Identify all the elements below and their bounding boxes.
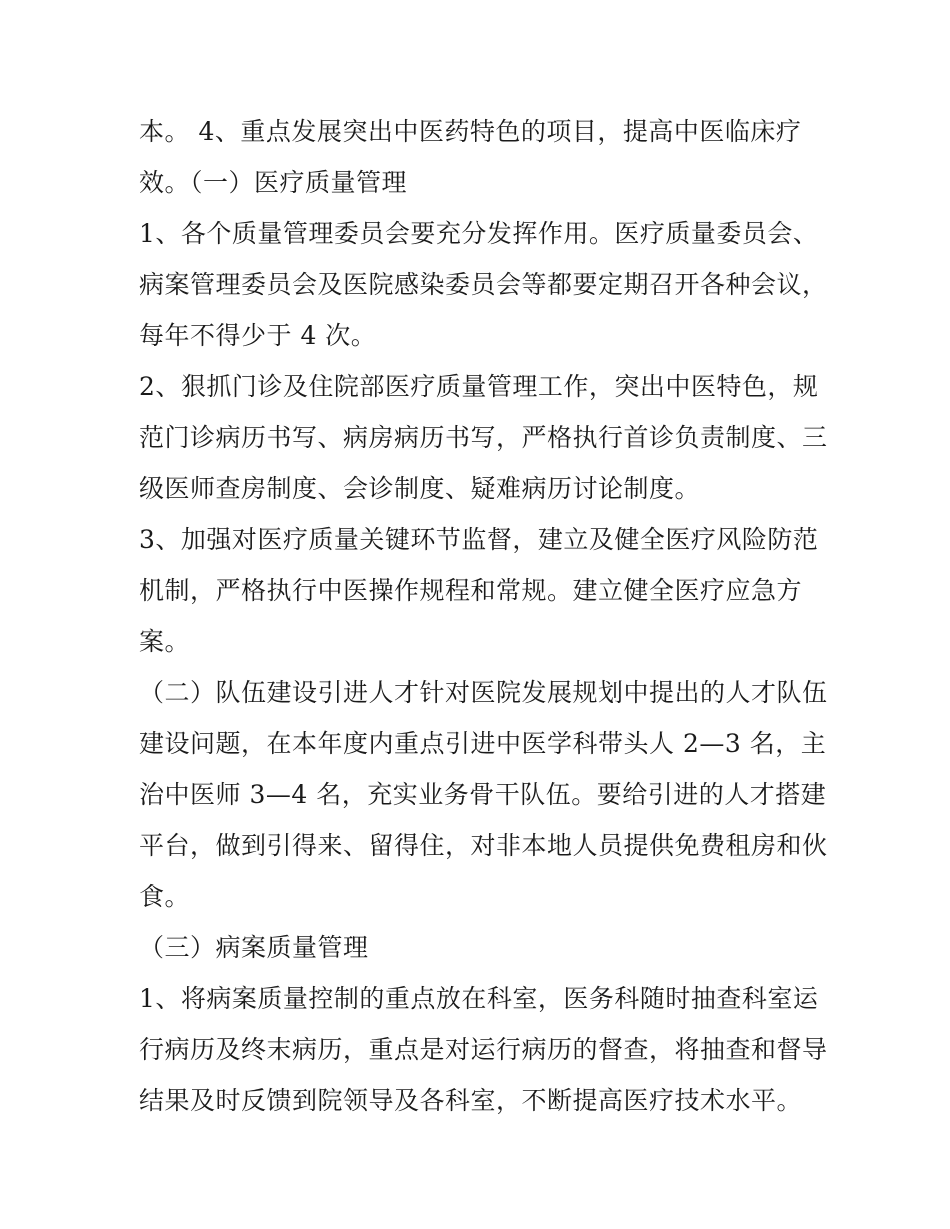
text-line: 范门诊病历书写、病房病历书写，严格执行首诊负责制度、三: [139, 423, 828, 452]
document-body: [139, 106, 828, 1126]
text-line: 平台，做到引得来、留得住，对非本地人员提供免费租房和伙: [139, 831, 828, 860]
text-line: （二）队伍建设引进人才针对医院发展规划中提出的人才队伍: [139, 678, 828, 707]
text-line: 1、各个质量管理委员会要充分发挥作用。医疗质量委员会、: [139, 219, 819, 248]
text-line: 效。（一）医疗质量管理: [139, 168, 408, 197]
text-line: 建设问题，在本年度内重点引进中医学科带头人 2—3 名，主: [139, 729, 827, 758]
text-line: 机制，严格执行中医操作规程和常规。建立健全医疗应急方: [139, 576, 803, 605]
text-line: 每年不得少于 4 次。: [139, 321, 377, 350]
text-line: 2、狠抓门诊及住院部医疗质量管理工作，突出中医特色，规: [139, 372, 819, 401]
text-line: 案。: [139, 627, 191, 656]
text-line: （三）病案质量管理: [139, 933, 369, 962]
text-line: 行病历及终末病历，重点是对运行病历的督查，将抽查和督导: [139, 1035, 828, 1064]
text-line: 3、加强对医疗质量关键环节监督，建立及健全医疗风险防范: [139, 525, 819, 554]
text-line: 病案管理委员会及医院感染委员会等都要定期召开各种会议，: [139, 270, 828, 299]
text-line: 级医师查房制度、会诊制度、疑难病历讨论制度。: [139, 474, 701, 503]
text-line: 结果及时反馈到院领导及各科室，不断提高医疗技术水平。: [139, 1086, 803, 1115]
text-line: 1、将病案质量控制的重点放在科室，医务科随时抽查科室运: [139, 984, 819, 1013]
text-line: 食。: [139, 882, 191, 911]
text-line: 治中医师 3—4 名，充实业务骨干队伍。要给引进的人才搭建: [139, 780, 827, 809]
text-line: 本。 4、重点发展突出中医药特色的项目，提高中医临床疗: [139, 117, 802, 146]
